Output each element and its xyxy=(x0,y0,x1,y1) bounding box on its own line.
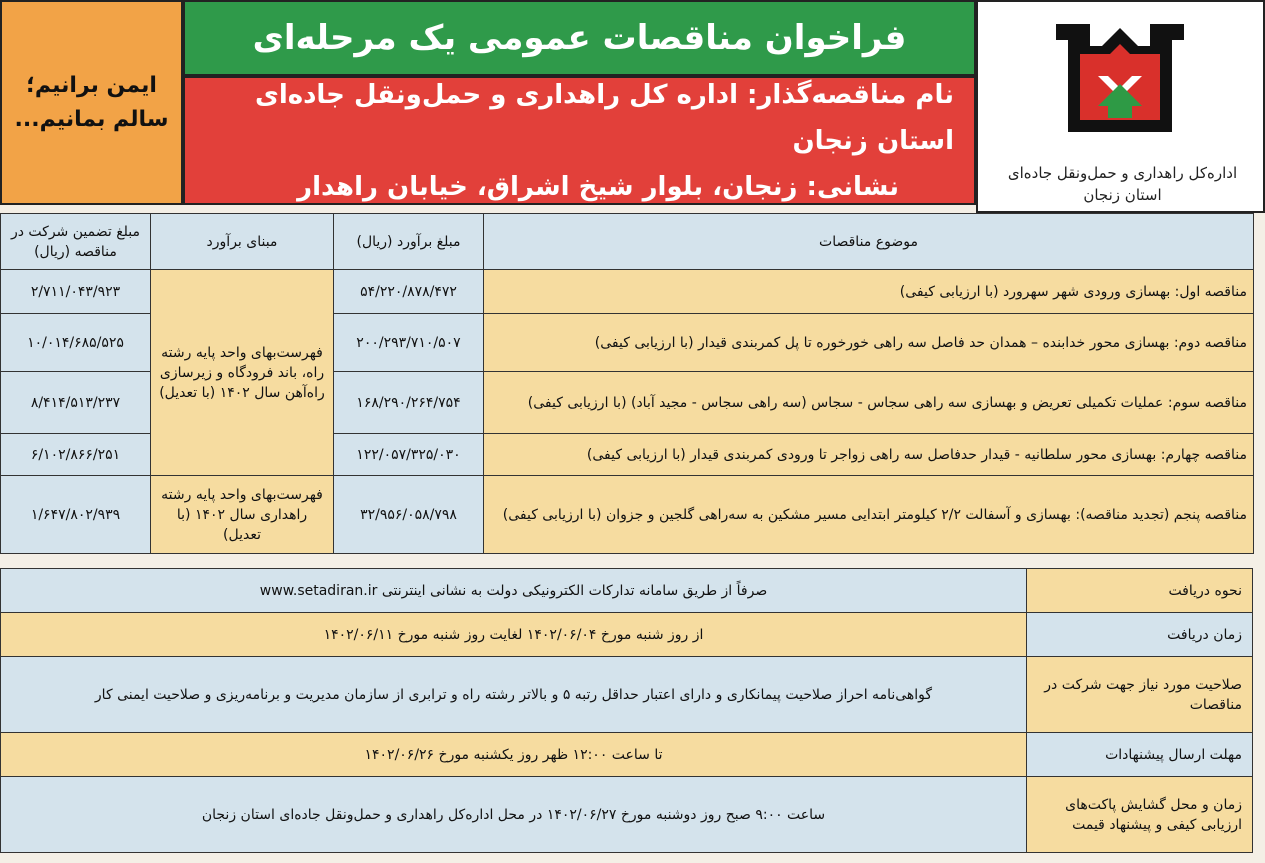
row-guarantee: ۲/۷۱۱/۰۴۳/۹۲۳ xyxy=(1,270,151,314)
row-guarantee: ۸/۴۱۴/۵۱۳/۲۳۷ xyxy=(1,372,151,434)
row-guarantee: ۱/۶۴۷/۸۰۲/۹۳۹ xyxy=(1,476,151,554)
info-table xyxy=(0,568,1253,853)
row-basis: فهرست‌بهای واحد پایه رشته راه، باند فرودگاه و زیرسازی راه‌آهن سال ۱۴۰۲ (با تعدیل) xyxy=(151,270,334,476)
tender-table xyxy=(0,213,1254,554)
org-name-line-2: استان زنجان xyxy=(1083,186,1162,204)
row-amount: ۲۰۰/۲۹۳/۷۱۰/۵۰۷ xyxy=(334,314,484,372)
header-amount: مبلغ برآورد (ریال) xyxy=(334,214,484,270)
info-row xyxy=(1,733,1253,777)
info-row xyxy=(1,613,1253,657)
header-guarantee: مبلغ تضمین شرکت در مناقصه (ریال) xyxy=(1,214,151,270)
notice-title: فراخوان مناقصات عمومی یک مرحله‌ای xyxy=(183,0,976,76)
org-logo-box xyxy=(976,0,1265,213)
row-amount: ۵۴/۲۲۰/۸۷۸/۴۷۲ xyxy=(334,270,484,314)
row-amount: ۱۲۲/۰۵۷/۳۲۵/۰۳۰ xyxy=(334,434,484,476)
road-transport-logo-icon xyxy=(1050,14,1190,144)
table-header-row xyxy=(1,214,1254,270)
slogan-line-1: ایمن برانیم؛ xyxy=(26,72,157,98)
row-subject: مناقصه اول: بهسازی ورودی شهر سهرورد (با ارزیابی کیفی) xyxy=(484,270,1254,314)
row-subject: مناقصه دوم: بهسازی محور خدابنده – همدان حد فاصل سه راهی خورخوره تا پل کمربندی قیدار (با ارزیابی کیفی) xyxy=(484,314,1254,372)
table-row xyxy=(1,270,1254,314)
info-label: زمان و محل گشایش پاکت‌های ارزیابی کیفی و پیشنهاد قیمت xyxy=(1027,777,1253,853)
info-value: گواهی‌نامه احراز صلاحیت پیمانکاری و دارای اعتبار حداقل رتبه ۵ و بالاتر رشته راه و ترابری از سازمان مدیریت و برنامه‌ریزی و صلاحیت ایمنی کار xyxy=(1,657,1027,733)
row-guarantee: ۶/۱۰۲/۸۶۶/۲۵۱ xyxy=(1,434,151,476)
info-label: صلاحیت مورد نیاز جهت شرکت در مناقصات xyxy=(1027,657,1253,733)
organizer-box xyxy=(183,76,976,205)
info-row xyxy=(1,657,1253,733)
info-value: صرفاً از طریق سامانه تدارکات الکترونیکی دولت به نشانی اینترنتی www.setadiran.ir xyxy=(1,569,1027,613)
info-value: تا ساعت ۱۲:۰۰ ظهر روز یکشنبه مورخ ۱۴۰۲/۰۶/۲۶ xyxy=(1,733,1027,777)
organizer-name: نام مناقصه‌گذار: اداره کل راهداری و حمل‌ونقل جاده‌ای استان زنجان xyxy=(254,79,954,156)
org-name-line-1: اداره‌کل راهداری و حمل‌ونقل جاده‌ای xyxy=(1007,164,1238,182)
info-row xyxy=(1,569,1253,613)
info-row xyxy=(1,777,1253,853)
organizer-address: نشانی: زنجان، بلوار شیخ اشراق، خیابان راهدار xyxy=(297,171,899,202)
row-subject: مناقصه سوم: عملیات تکمیلی تعریض و بهسازی سه راهی سجاس - سجاس (سه راهی سجاس - مجید آباد) (با ارزیابی کیفی) xyxy=(484,372,1254,434)
slogan-box xyxy=(0,0,183,205)
table-row xyxy=(1,476,1254,554)
row-guarantee: ۱۰/۰۱۴/۶۸۵/۵۲۵ xyxy=(1,314,151,372)
slogan-line-2: سالم بمانیم... xyxy=(14,106,169,132)
info-label: نحوه دریافت xyxy=(1027,569,1253,613)
row-amount: ۳۲/۹۵۶/۰۵۸/۷۹۸ xyxy=(334,476,484,554)
notice-header xyxy=(0,0,1265,213)
header-subject: موضوع مناقصات xyxy=(484,214,1254,270)
row-subject: مناقصه پنجم (تجدید مناقصه): بهسازی و آسفالت ۲/۲ کیلومتر ابتدایی مسیر مشکین به سه‌راهی گلجین و جزوان (با ارزیابی کیفی) xyxy=(484,476,1254,554)
row-amount: ۱۶۸/۲۹۰/۲۶۴/۷۵۴ xyxy=(334,372,484,434)
row-subject: مناقصه چهارم: بهسازی محور سلطانیه - قیدار حدفاصل سه راهی زواجر تا ورودی کمربندی قیدار (با ارزیابی کیفی) xyxy=(484,434,1254,476)
info-value: از روز شنبه مورخ ۱۴۰۲/۰۶/۰۴ لغایت روز شنبه مورخ ۱۴۰۲/۰۶/۱۱ xyxy=(1,613,1027,657)
info-value: ساعت ۹:۰۰ صبح روز دوشنبه مورخ ۱۴۰۲/۰۶/۲۷ در محل اداره‌کل راهداری و حمل‌ونقل جاده‌ای استان زنجان xyxy=(1,777,1027,853)
row-basis: فهرست‌بهای واحد پایه رشته راهداری سال ۱۴۰۲ (با تعدیل) xyxy=(151,476,334,554)
info-label: مهلت ارسال پیشنهادات xyxy=(1027,733,1253,777)
info-label: زمان دریافت xyxy=(1027,613,1253,657)
header-basis: مبنای برآورد xyxy=(151,214,334,270)
